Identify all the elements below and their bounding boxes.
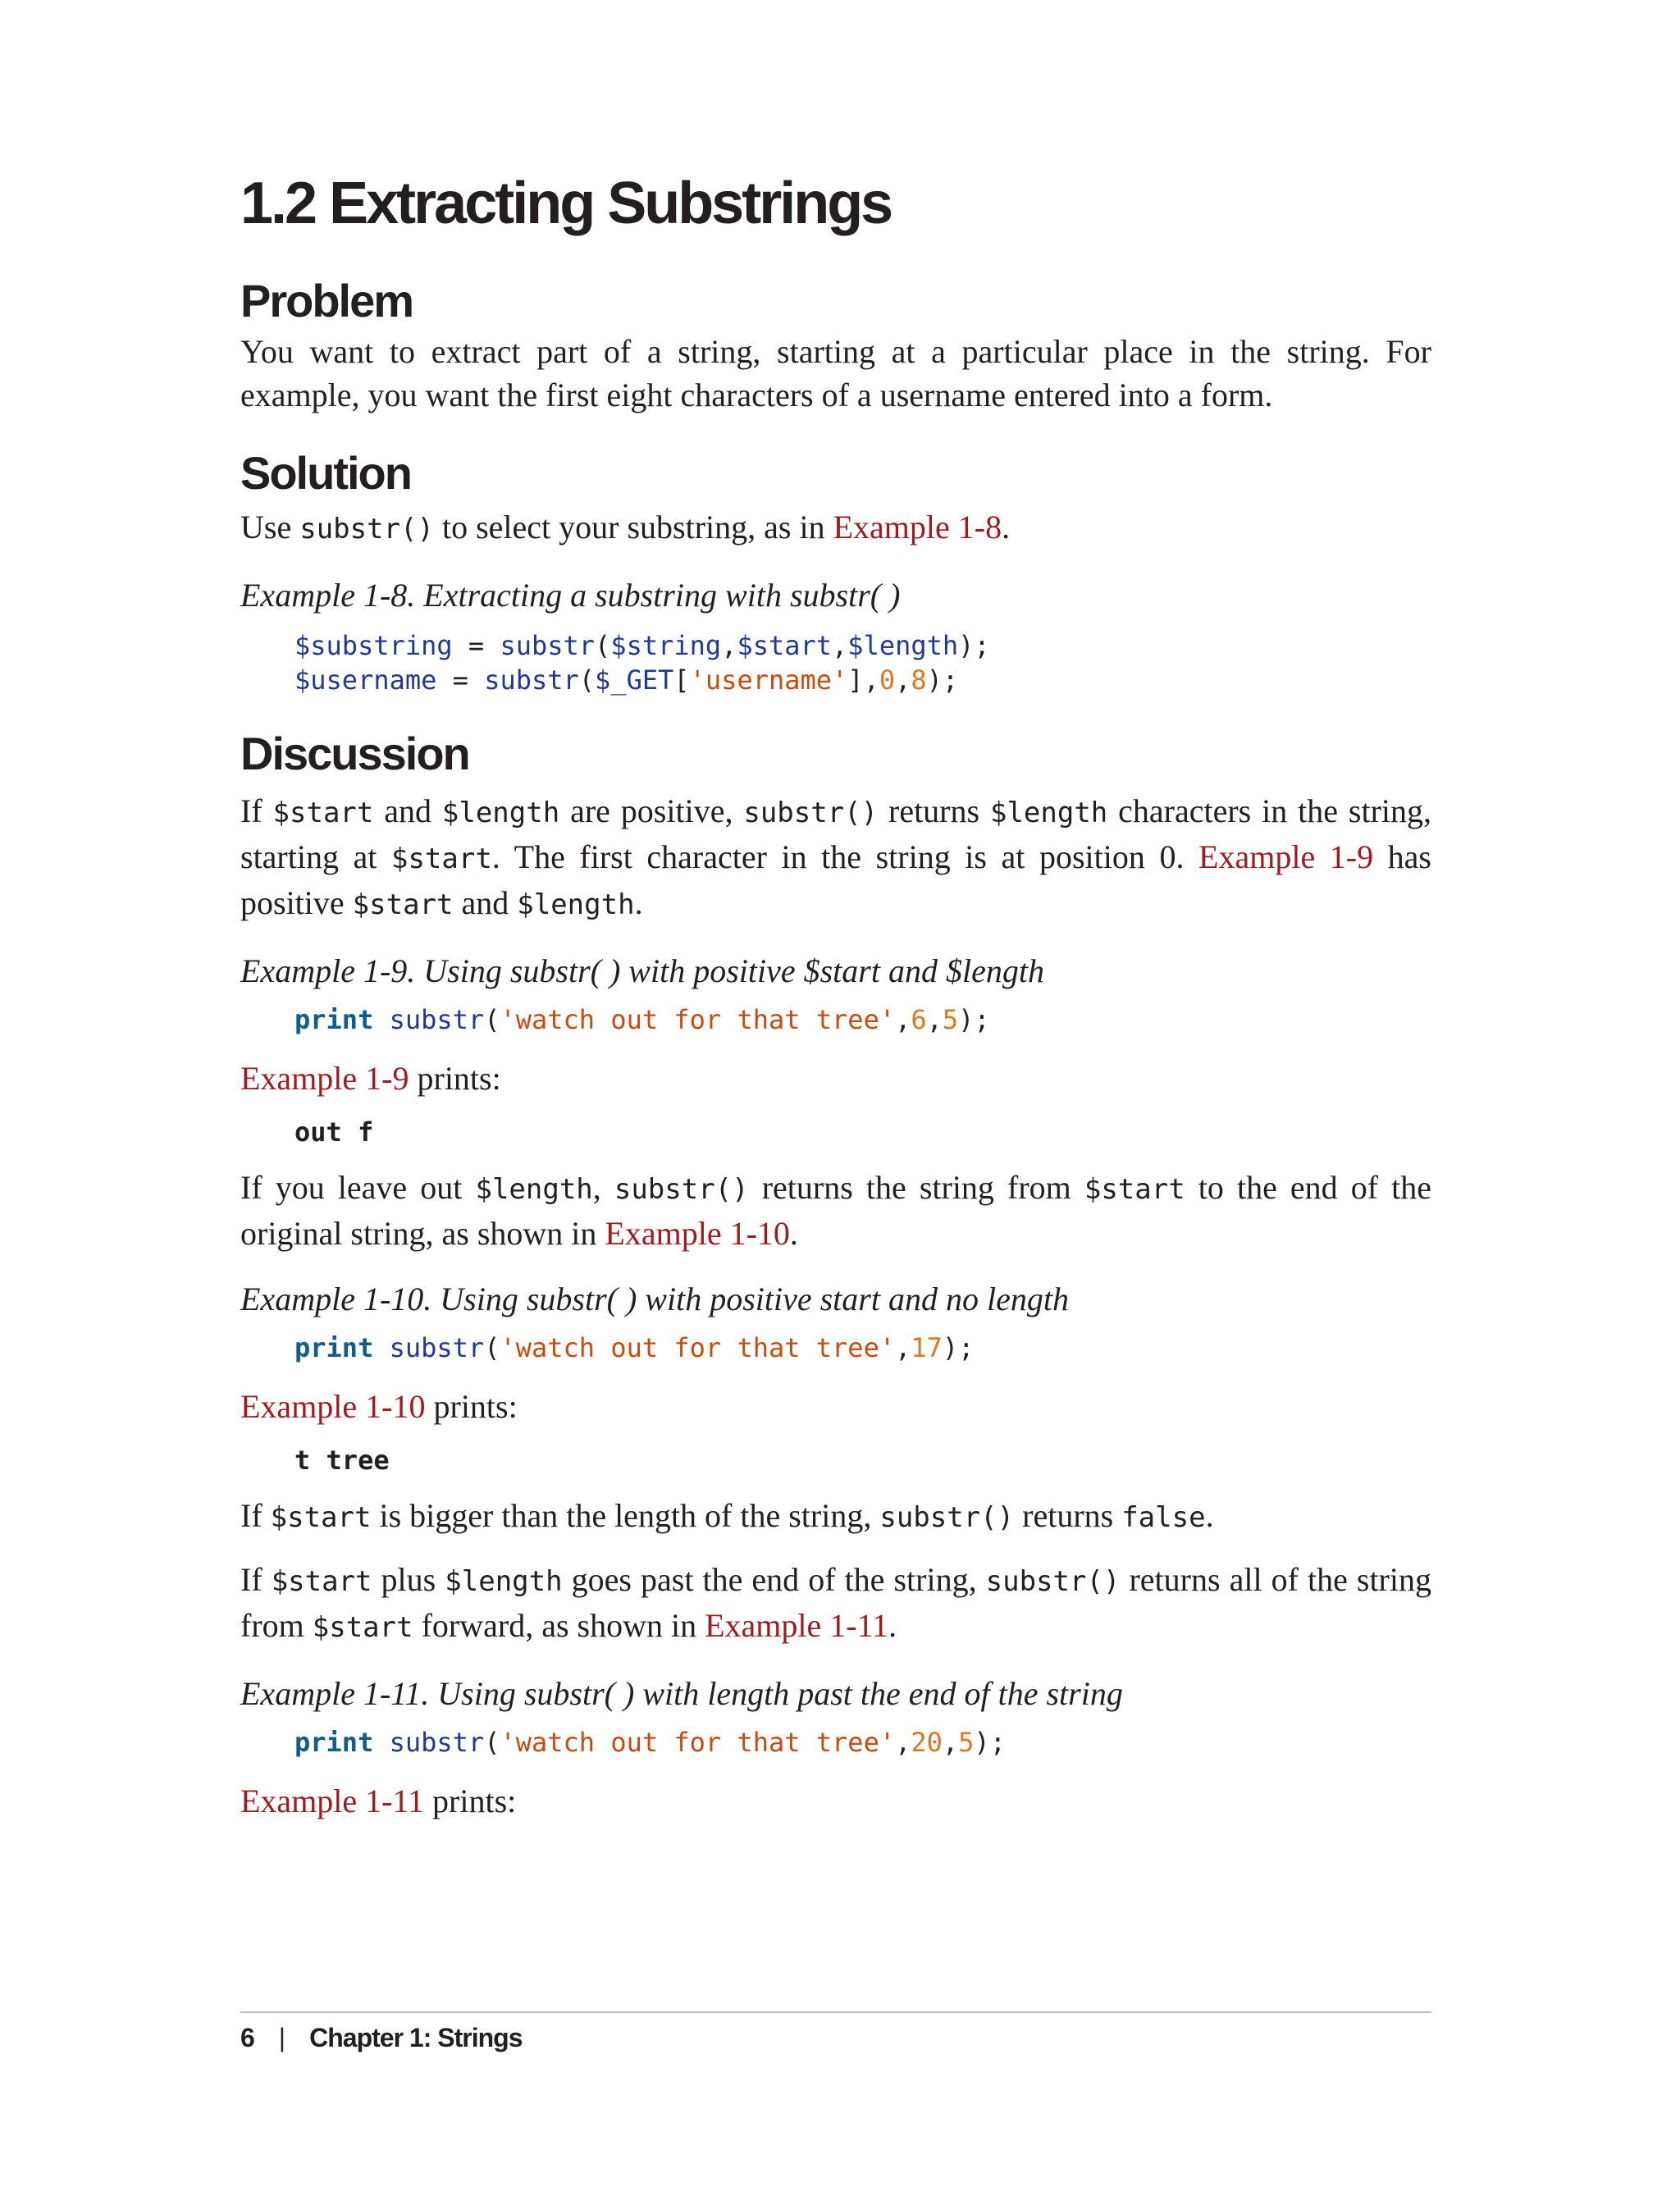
text: are positive, (559, 792, 744, 829)
prints-line (240, 1385, 1431, 1428)
text: to the end of the original string, as shown in (240, 1169, 1432, 1252)
text: returns all of the string from (240, 1561, 1431, 1644)
text: prints: (409, 1060, 501, 1097)
text: and (373, 792, 442, 829)
discussion-heading: Discussion (240, 728, 469, 779)
text: returns the string from (748, 1169, 1084, 1206)
text: goes past the end of the string, (562, 1561, 986, 1598)
code-block: print substr('watch out for that tree',17); (294, 1332, 975, 1363)
page-footer (240, 2023, 522, 2053)
text: returns (1014, 1497, 1122, 1534)
output-block: out f (294, 1116, 374, 1148)
text: . (634, 884, 643, 921)
text: forward, as shown in (413, 1607, 705, 1644)
problem-text: You want to extract part of a string, starting at a particular place in the string. For example, you want the first eight characters of a username entered into a form. (240, 333, 1431, 413)
text: . The first character in the string is at position 0. (491, 838, 1199, 875)
prints-line (240, 1779, 1431, 1823)
code-block (294, 628, 1431, 697)
example-link[interactable]: Example 1-10 (605, 1215, 790, 1252)
prints-line (240, 1057, 1431, 1100)
inline-code: substr() (985, 1565, 1121, 1598)
inline-code: $start (270, 1501, 372, 1534)
example-caption: Example 1-8. Extracting a substring with substr( ) (240, 577, 901, 614)
text: If (240, 1497, 271, 1534)
solution-heading: Solution (240, 447, 411, 499)
inline-code: substr() (299, 513, 434, 546)
inline-code: $start (1084, 1173, 1185, 1206)
discussion-paragraph-2 (240, 1166, 1431, 1255)
inline-code: $length (475, 1173, 593, 1206)
text: If (240, 1561, 272, 1598)
inline-code: $length (441, 797, 560, 829)
example-link[interactable]: Example 1-11 (705, 1607, 889, 1644)
text: and (453, 884, 518, 921)
text: . (1205, 1497, 1214, 1534)
inline-code: $start (312, 1611, 413, 1644)
text: prints: (424, 1783, 517, 1819)
example-caption: Example 1-11. Using substr( ) with length past the end of the string (240, 1675, 1123, 1712)
problem-heading: Problem (240, 275, 413, 326)
inline-code: $length (445, 1565, 563, 1598)
footer-divider (240, 2011, 1431, 2013)
discussion-paragraph-1 (240, 789, 1431, 927)
example-caption: Example 1-9. Using substr( ) with positive $start and $length (240, 952, 1044, 989)
text: . (789, 1215, 798, 1252)
code-block: print substr('watch out for that tree',6,5); (294, 1004, 990, 1035)
text: returns (878, 792, 990, 829)
text: , (592, 1169, 614, 1206)
code-line-1: $substring = substr($string,$start,$length); (294, 630, 990, 661)
text: characters in the string, starting at (240, 792, 1431, 875)
code-line-2: $username = substr($_GET['username'],0,8); (294, 664, 959, 696)
solution-text-c: . (1002, 509, 1011, 546)
inline-code: $start (390, 842, 492, 875)
text: plus (372, 1561, 445, 1598)
inline-code: $length (989, 797, 1108, 829)
text: . (888, 1607, 897, 1644)
example-link[interactable]: Example 1-11 (240, 1783, 425, 1819)
example-link[interactable]: Example 1-10 (240, 1388, 426, 1425)
inline-code: substr() (614, 1173, 749, 1206)
example-link[interactable]: Example 1-9 (240, 1060, 409, 1097)
solution-text-a: Use (240, 509, 300, 546)
example-link[interactable]: Example 1-9 (1198, 838, 1374, 875)
solution-text (240, 505, 1431, 551)
solution-text-b: to select your substring, as in (433, 509, 833, 546)
inline-code: false (1121, 1501, 1206, 1534)
discussion-paragraph-4 (240, 1558, 1431, 1650)
section-title: 1.2 Extracting Substrings (240, 171, 892, 236)
footer-separator: | (278, 2023, 285, 2052)
inline-code: substr() (743, 797, 879, 829)
inline-code: $start (352, 888, 454, 921)
discussion-paragraph-3 (240, 1494, 1431, 1540)
code-block: print substr('watch out for that tree',20,5); (294, 1727, 1006, 1758)
page-number: 6 (240, 2023, 254, 2052)
text: If (240, 792, 273, 829)
chapter-label: Chapter 1: Strings (309, 2023, 523, 2052)
text: is bigger than the length of the string, (371, 1497, 880, 1534)
output-block: t tree (294, 1445, 390, 1476)
inline-code: $start (271, 1565, 372, 1598)
text: If you leave out (240, 1169, 476, 1206)
inline-code: substr() (879, 1501, 1015, 1534)
page-content (240, 169, 1431, 1823)
example-caption: Example 1-10. Using substr( ) with positive start and no length (240, 1281, 1069, 1317)
inline-code: $length (517, 888, 635, 921)
inline-code: $start (272, 797, 374, 829)
text: prints: (425, 1388, 518, 1425)
text: has positive (240, 838, 1431, 921)
example-link[interactable]: Example 1-8 (833, 509, 1002, 546)
